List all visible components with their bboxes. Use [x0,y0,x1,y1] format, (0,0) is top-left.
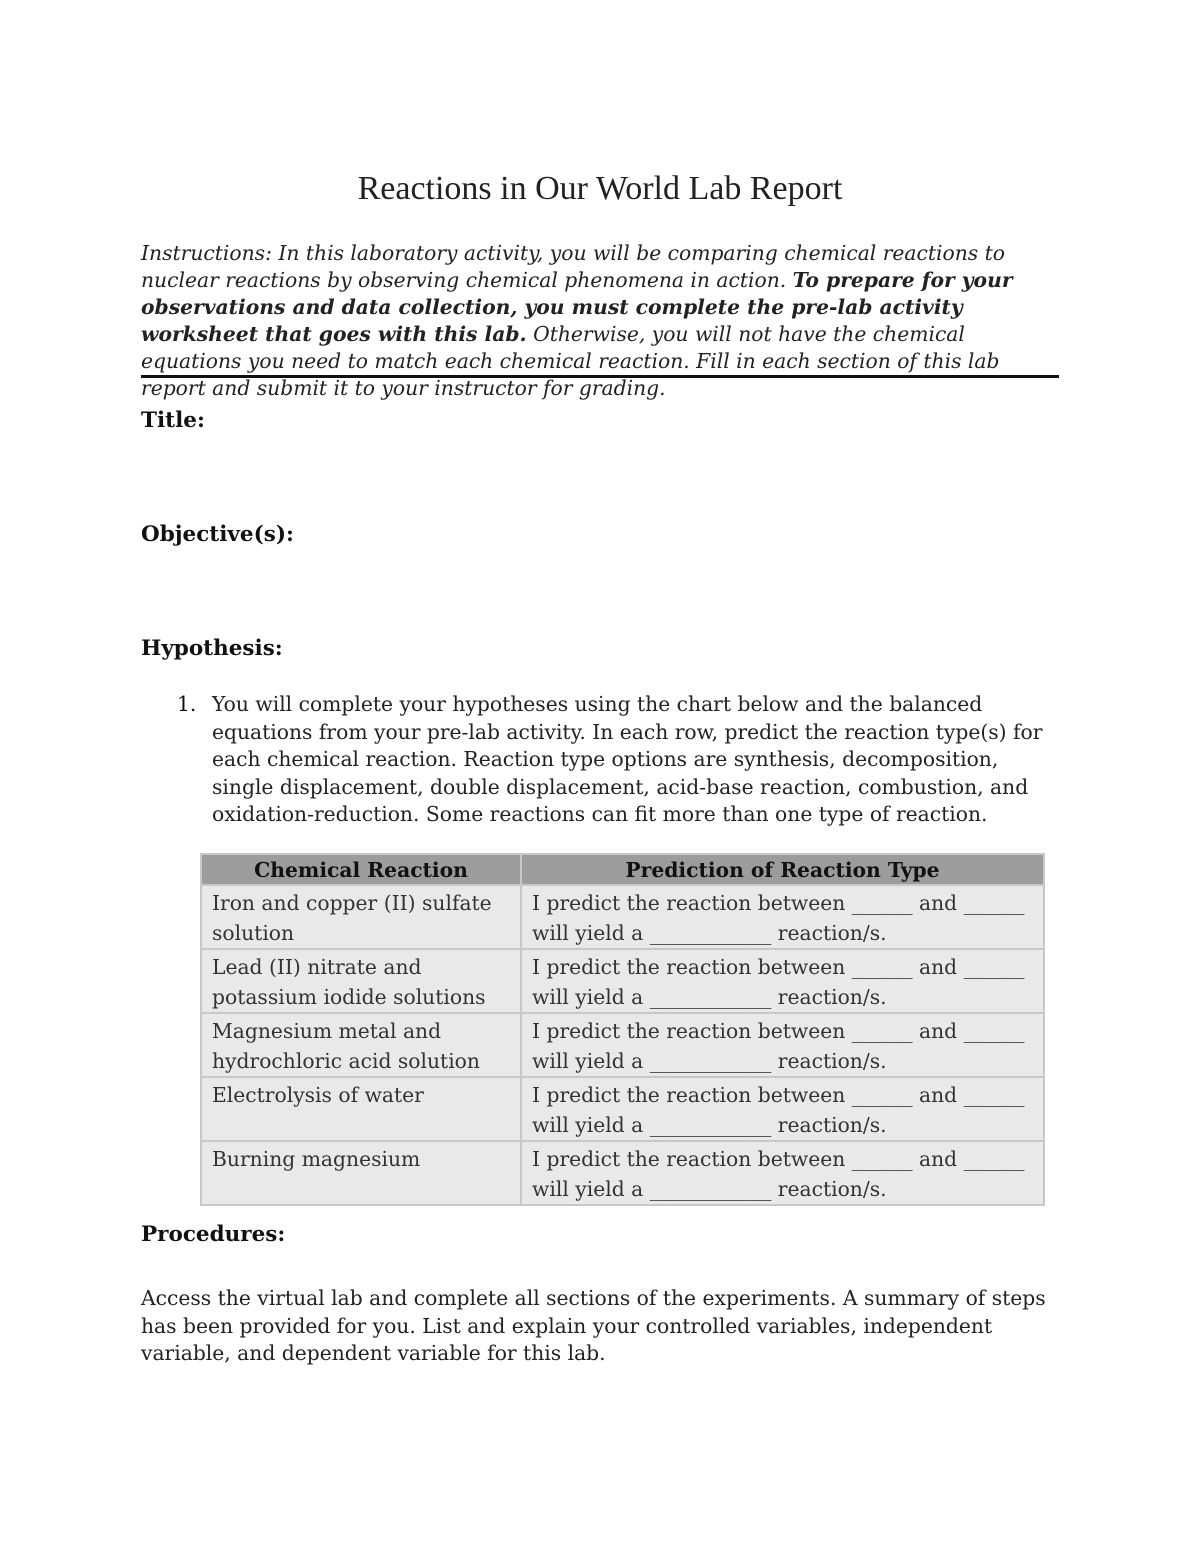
prediction-cell[interactable]: I predict the reaction between ______ and ______ will yield a ____________ reaction/s. [521,1013,1044,1077]
table-row [201,1141,1044,1205]
document-title: Reactions in Our World Lab Report [357,170,843,207]
reaction-cell: Lead (II) nitrate and potassium iodide solutions [201,949,521,1013]
procedures-heading: Procedures: [141,1222,286,1247]
instructions-bold: To prepare for your observations and data collection, you must complete the pre-lab activity worksheet that goes with this lab. [141,268,1013,346]
instructions-tail: Otherwise, you will not have the chemical equations you need to match each chemical reaction. Fill in each section of this lab report and submit it to your instructor for grading. [141,322,1000,400]
prediction-table [200,853,1045,1206]
reaction-cell: Electrolysis of water [201,1077,521,1141]
hypothesis-heading: Hypothesis: [141,636,283,661]
horizontal-divider [141,375,1059,378]
table-header-cell: Chemical Reaction [201,854,521,885]
table-row [201,1077,1044,1141]
table-row [201,949,1044,1013]
reaction-cell: Magnesium metal and hydrochloric acid solution [201,1013,521,1077]
prediction-cell[interactable]: I predict the reaction between ______ and ______ will yield a ____________ reaction/s. [521,1141,1044,1205]
table-row [201,885,1044,949]
list-item-number: 1. [177,692,197,716]
objectives-heading: Objective(s): [141,522,294,547]
reaction-cell: Iron and copper (II) sulfate solution [201,885,521,949]
procedures-paragraph: Access the virtual lab and complete all sections of the experiments. A summary of steps has been provided for you. List and explain your controlled variables, independent variable, and dependent variable for this lab. [141,1286,1046,1365]
list-item-text: You will complete your hypotheses using the chart below and the balanced equations from your pre-lab activity. In each row, predict the reaction type(s) for each chemical reaction. Reaction type options are synthesis, decomposition, single displacement, double displacement, acid-base reaction, combustion, and oxidation-reduction. Some reactions can fit more than one type of reaction. [212,692,1043,826]
prediction-cell[interactable]: I predict the reaction between ______ and ______ will yield a ____________ reaction/s. [521,885,1044,949]
prediction-cell[interactable]: I predict the reaction between ______ and ______ will yield a ____________ reaction/s. [521,949,1044,1013]
prediction-cell[interactable]: I predict the reaction between ______ and ______ will yield a ____________ reaction/s. [521,1077,1044,1141]
title-heading: Title: [141,408,205,433]
table-row [201,1013,1044,1077]
instructions-lead: Instructions: In this laboratory activity, you will be comparing chemical reactions to nuclear reactions by observing chemical phenomena in action. [141,241,1005,292]
table-header-cell: Prediction of Reaction Type [521,854,1044,885]
table-header-row [201,854,1044,885]
reaction-cell: Burning magnesium [201,1141,521,1205]
